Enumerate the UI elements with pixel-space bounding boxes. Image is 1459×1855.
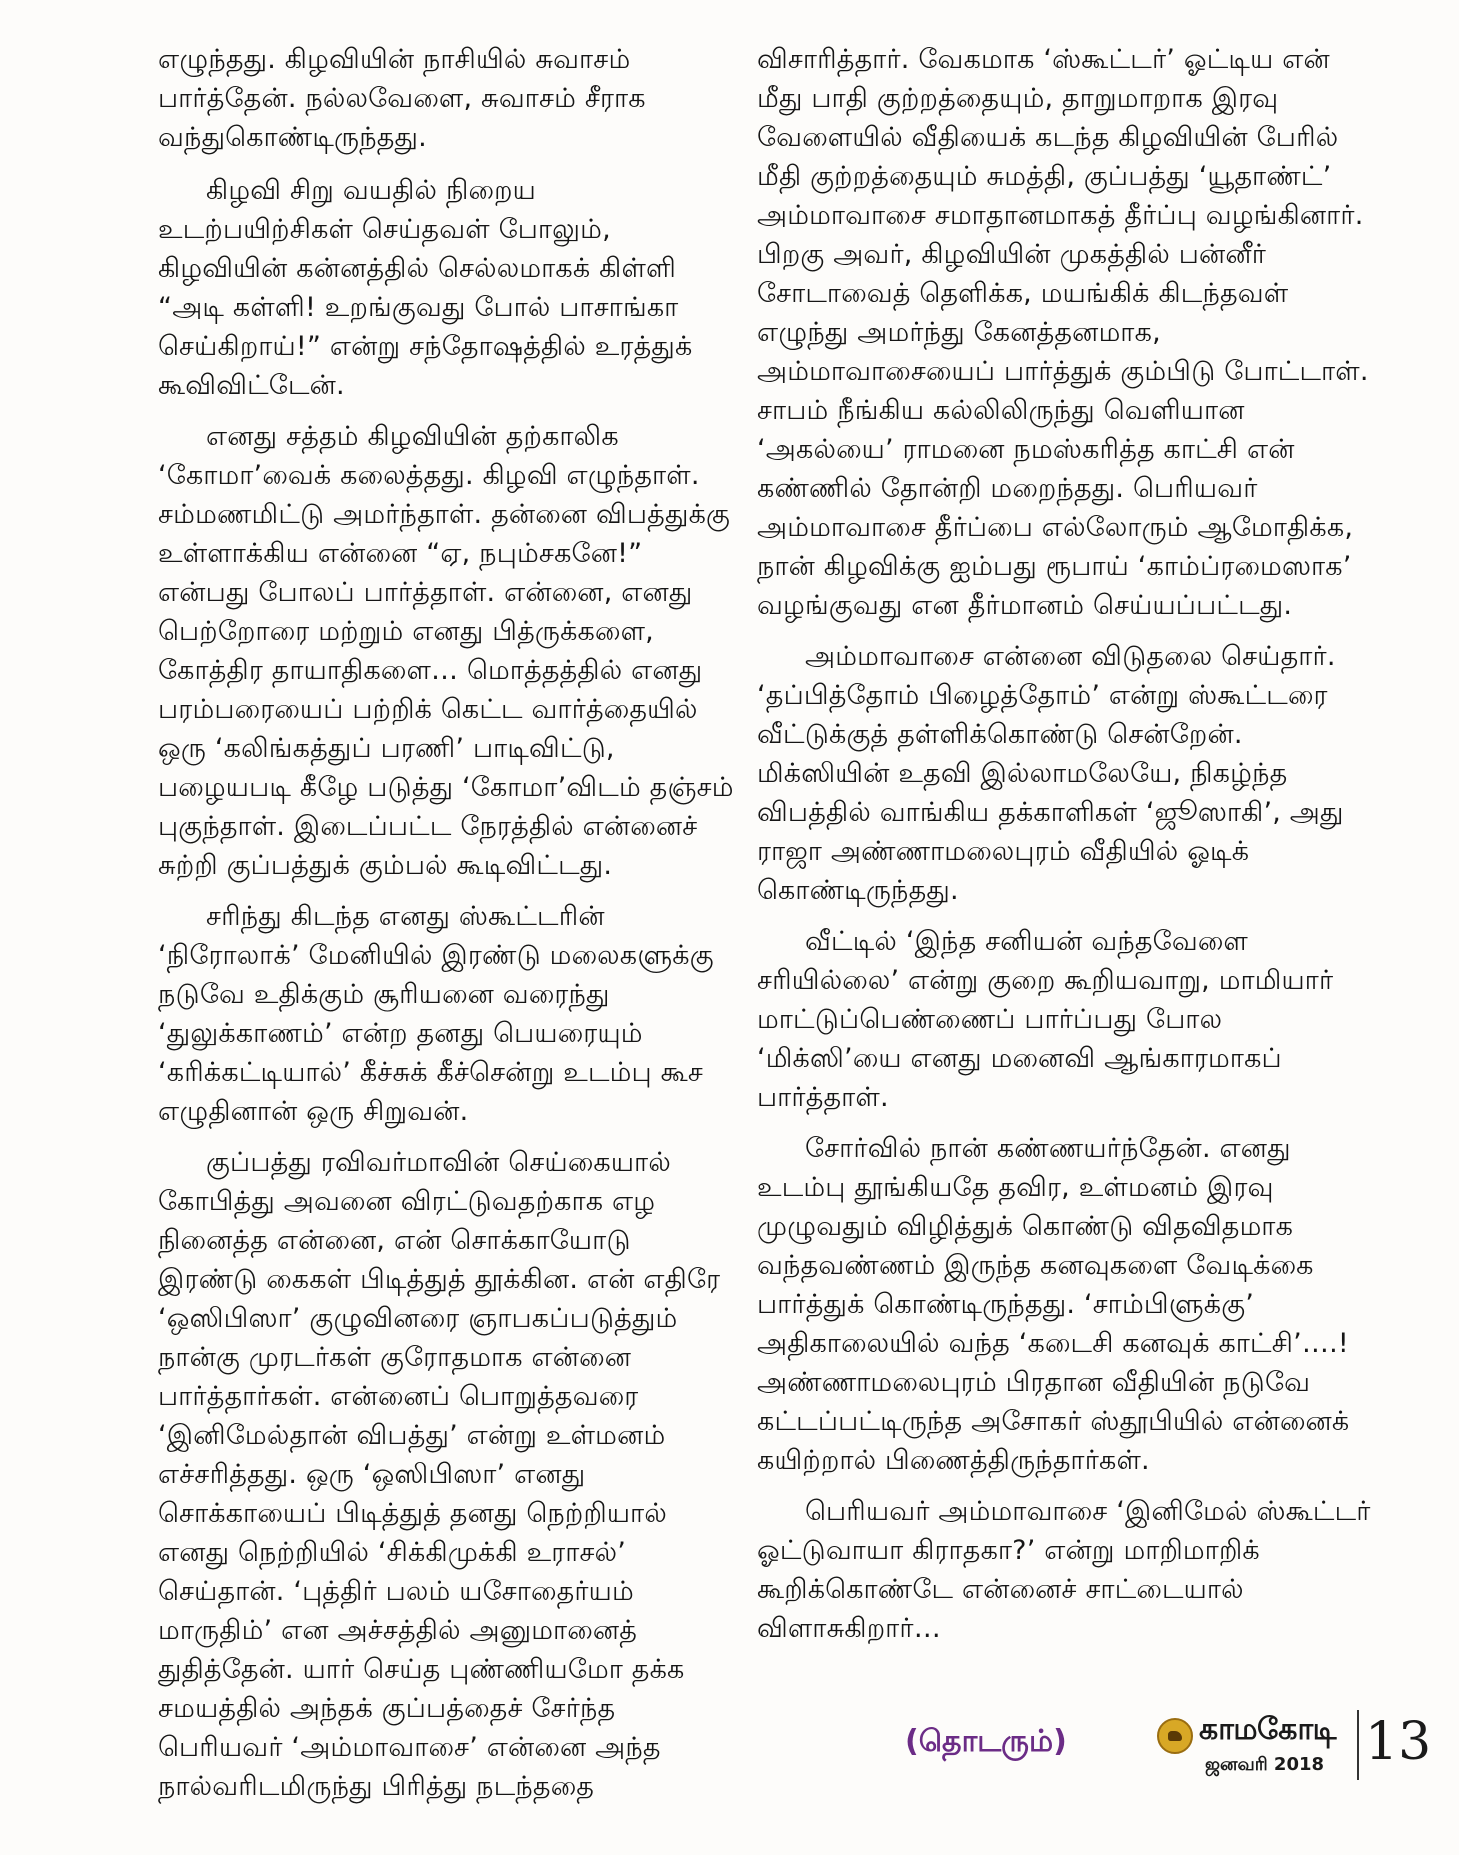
paragraph: எழுந்தது. கிழவியின் நாசியில் சுவாசம் பார்த்தேன். நல்லவேளை, சுவாசம் சீராக வந்துகொண்டிருந்தது.	[158, 44, 646, 153]
left-column	[158, 40, 738, 1818]
paragraph: குப்பத்து ரவிவர்மாவின் செய்கையால் கோபித்து அவனை விரட்டுவதற்காக எழ நினைத்த என்னை, என் சொக்காயோடு இரண்டு கைகள் பிடித்துத் தூக்கின. என் எதிரே ‘ஒஸிபிஸா’ குழுவினரை ஞாபகப்படுத்தும் நான்கு முரடர்கள் குரோதமாக என்னை பார்த்தார்கள். என்னைப் பொறுத்தவரை ‘இனிமேல்தான் விபத்து’ என்று உள்மனம் எச்சரித்தது. ஒரு ‘ஒஸிபிஸா’ எனது சொக்காயைப் பிடித்துத் தனது நெற்றியால் எனது நெற்றியில் ‘சிக்கிமுக்கி உராசல்’ செய்தான். ‘புத்திர் பலம் யசோதைர்யம் மாருதிம்’ என அச்சத்தில் அனுமானைத் துதித்தேன். யார் செய்த புண்ணியமோ தக்க சமயத்தில் அந்தக் குப்பத்தைச் சேர்ந்த பெரியவர் ‘அம்மாவாசை’ என்னை அந்த நால்வரிடமிருந்து பிரித்து நடந்ததை	[158, 1147, 721, 1802]
page-number: 13	[1365, 1712, 1432, 1772]
paragraph: விசாரித்தார். வேகமாக ‘ஸ்கூட்டர்’ ஓட்டிய என் மீது பாதி குற்றத்தையும், தாறுமாறாக இரவு வேளையில் வீதியைக் கடந்த கிழவியின் பேரில் மீதி குற்றத்தையும் சுமத்தி, குப்பத்து ‘யூதாண்ட்’ அம்மாவாசை சமாதானமாகத் தீர்ப்பு வழங்கினார். பிறகு அவர், கிழவியின் முகத்தில் பன்னீர் சோடாவைத் தெளிக்க, மயங்கிக் கிடந்தவள் எழுந்து அமர்ந்து கேனத்தனமாக, அம்மாவாசையைப் பார்த்துக் கும்பிடு போட்டாள். சாபம் நீங்கிய கல்லிலிருந்து வெளியான ‘அகல்யை’ ராமனை நமஸ்கரித்த காட்சி என் கண்ணில் தோன்றி மறைந்தது. பெரியவர் அம்மாவாசை தீர்ப்பை எல்லோரும் ஆமோதிக்க, நான் கிழவிக்கு ஐம்பது ரூபாய் ‘காம்ப்ரமைஸாக’ வழங்குவது என தீர்மானம் செய்யப்பட்டது.	[757, 44, 1369, 621]
issue-date: ஜனவரி 2018	[1205, 1754, 1325, 1775]
paragraph: எனது சத்தம் கிழவியின் தற்காலிக ‘கோமா’வைக் கலைத்தது. கிழவி எழுந்தாள். சம்மணமிட்டு அமர்ந்தாள். தன்னை விபத்துக்கு உள்ளாக்கிய என்னை “ஏ, நபும்சகனே!” என்பது போலப் பார்த்தாள். என்னை, எனது பெற்றோரை மற்றும் எனது பித்ருக்களை, கோத்திர தாயாதிகளை… மொத்தத்தில் எனது பரம்பரையைப் பற்றிக் கெட்ட வார்த்தையில் ஒரு ‘கலிங்கத்துப் பரணி’ பாடிவிட்டு, பழையபடி கீழே படுத்து ‘கோமா’விடம் தஞ்சம் புகுந்தாள். இடைப்பட்ட நேரத்தில் என்னைச் சுற்றி குப்பத்துக் கும்பல் கூடிவிட்டது.	[158, 421, 734, 881]
paragraph: சோர்வில் நான் கண்ணயர்ந்தேன். எனது உடம்பு தூங்கியதே தவிர, உள்மனம் இரவு முழுவதும் விழித்துக் கொண்டு விதவிதமாக வந்தவண்ணம் இருந்த கனவுகளை வேடிக்கை பார்த்துக் கொண்டிருந்தது. ‘சாம்பிளுக்கு’ அதிகாலையில் வந்த ‘கடைசி கனவுக் காட்சி’….! அண்ணாமலைபுரம் பிரதான வீதியின் நடுவே கட்டப்பட்டிருந்த அசோகர் ஸ்தூபியில் என்னைக் கயிற்றால் பிணைத்திருந்தார்கள்.	[757, 1133, 1350, 1476]
paragraph: கிழவி சிறு வயதில் நிறைய உடற்பயிற்சிகள் செய்தவள் போலும், கிழவியின் கன்னத்தில் செல்லமாகக் கிள்ளி “அடி கள்ளி! உறங்குவது போல் பாசாங்கா செய்கிறாய்!” என்று சந்தோஷத்தில் உரத்துக் கூவிவிட்டேன்.	[158, 175, 693, 401]
magazine-logo-icon	[1157, 1718, 1193, 1754]
paragraph: வீட்டில் ‘இந்த சனியன் வந்தவேளை சரியில்லை’ என்று குறை கூறியவாறு, மாமியார் மாட்டுப்பெண்ணைப் பார்ப்பது போல ‘மிக்ஸி’யை எனது மனைவி ஆங்காரமாகப் பார்த்தாள்.	[757, 926, 1334, 1113]
continued-label: (தொடரும்)	[905, 1724, 1067, 1759]
right-column	[757, 40, 1372, 1660]
magazine-name: காமகோடி	[1199, 1712, 1337, 1747]
page-footer	[905, 1710, 1432, 1790]
page-number-divider	[1357, 1710, 1359, 1780]
paragraph: அம்மாவாசை என்னை விடுதலை செய்தார். ‘தப்பித்தோம் பிழைத்தோம்’ என்று ஸ்கூட்டரை வீட்டுக்குத் தள்ளிக்கொண்டு சென்றேன். மிக்ஸியின் உதவி இல்லாமலேயே, நிகழ்ந்த விபத்தில் வாங்கிய தக்காளிகள் ‘ஜூஸாகி’, அது ராஜா அண்ணாமலைபுரம் வீதியில் ஓடிக் கொண்டிருந்தது.	[757, 641, 1344, 906]
paragraph: சரிந்து கிடந்த எனது ஸ்கூட்டரின் ‘நிரோலாக்’ மேனியில் இரண்டு மலைகளுக்கு நடுவே உதிக்கும் சூரியனை வரைந்து ‘துலுக்காணம்’ என்ற தனது பெயரையும் ‘கரிக்கட்டியால்’ கீச்சுக் கீச்சென்று உடம்பு கூச எழுதினான் ஒரு சிறுவன்.	[158, 901, 714, 1127]
paragraph: பெரியவர் அம்மாவாசை ‘இனிமேல் ஸ்கூட்டர் ஓட்டுவாயா கிராதகா?’ என்று மாறிமாறிக் கூறிக்கொண்டே என்னைச் சாட்டையால் விளாசுகிறார்…	[757, 1496, 1371, 1644]
